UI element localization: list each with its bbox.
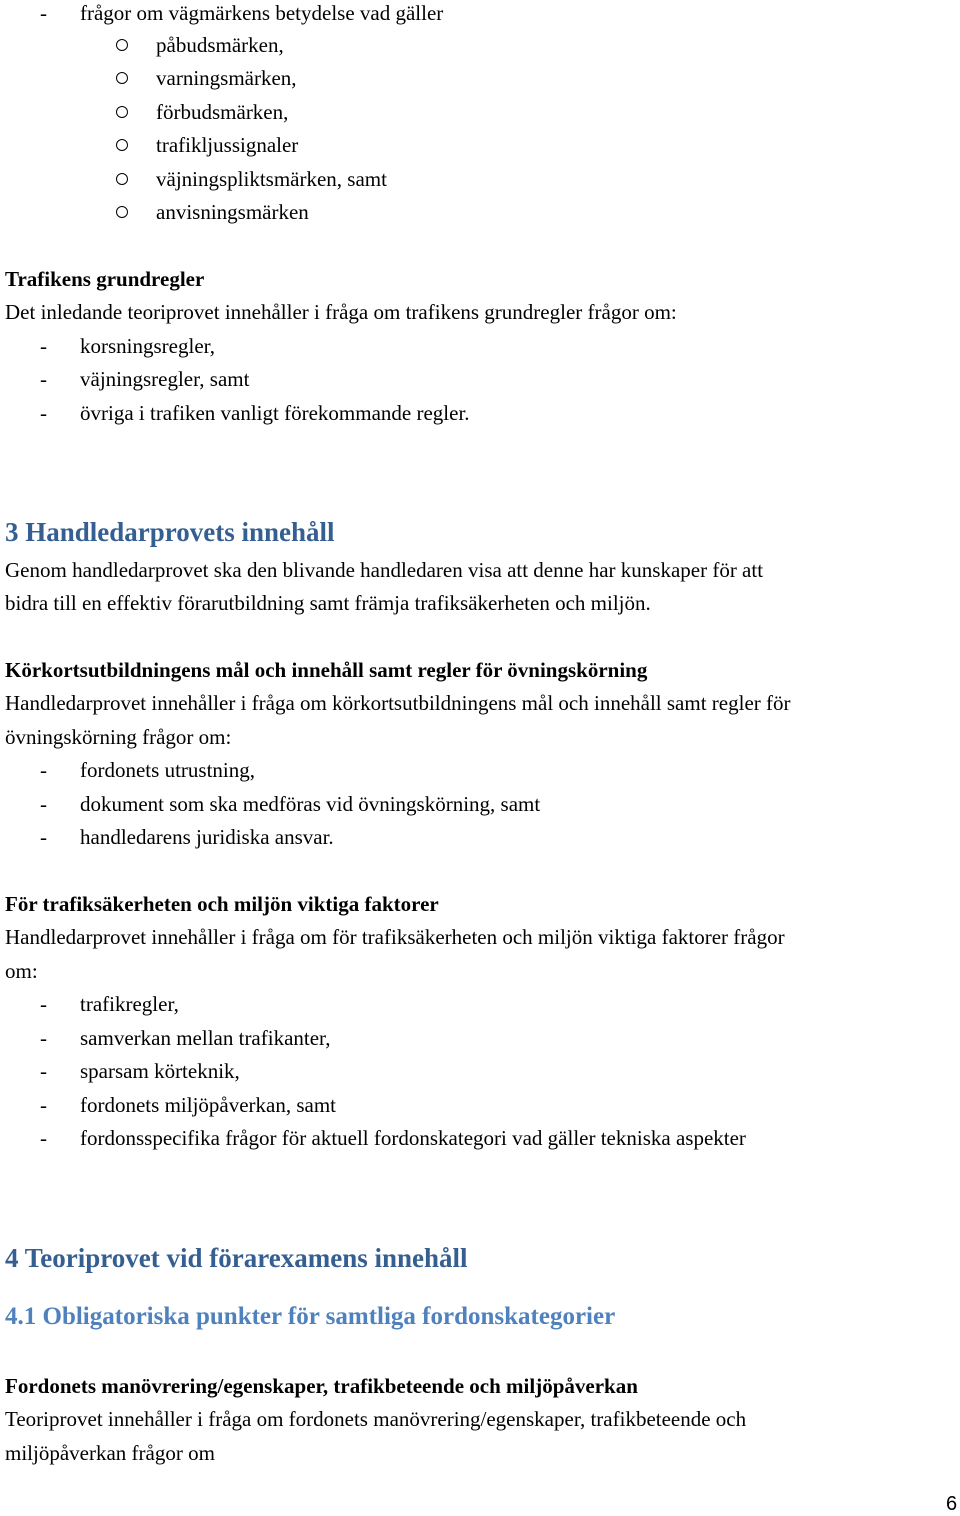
paragraph-line: om: (5, 959, 38, 983)
list-dash: - (40, 1, 47, 25)
circle-bullet-icon (116, 72, 128, 84)
list-item: sparsam körteknik, (80, 1059, 240, 1083)
list-dash: - (40, 758, 47, 782)
list-item: väjningspliktsmärken, samt (156, 167, 387, 191)
list-item: anvisningsmärken (156, 200, 309, 224)
list-item: fordonets utrustning, (80, 758, 255, 782)
section-heading: Körkortsutbildningens mål och innehåll samt regler för övningskörning (5, 658, 648, 682)
paragraph-line: Genom handledarprovet ska den blivande handledaren visa att denne har kunskaper för att (5, 558, 764, 582)
list-item: trafikregler, (80, 992, 179, 1016)
list-dash: - (40, 1093, 47, 1117)
paragraph-line: Handledarprovet innehåller i fråga om körkortsutbildningens mål och innehåll samt regler för (5, 691, 791, 715)
list-item: samverkan mellan trafikanter, (80, 1026, 331, 1050)
list-item: fordonets miljöpåverkan, samt (80, 1093, 337, 1117)
chapter-heading: 3 Handledarprovets innehåll (5, 517, 335, 547)
section-heading: För trafiksäkerheten och miljön viktiga faktorer (5, 892, 439, 916)
list-item: trafikljussignaler (156, 133, 299, 157)
circle-bullet-icon (116, 39, 128, 51)
list-dash: - (40, 792, 47, 816)
sub-heading: 4.1 Obligatoriska punkter för samtliga fordonskategorier (5, 1303, 616, 1330)
paragraph-line: miljöpåverkan frågor om (5, 1441, 215, 1465)
circle-bullet-icon (116, 106, 128, 118)
paragraph-line: Det inledande teoriprovet innehåller i fråga om trafikens grundregler frågor om: (5, 300, 677, 324)
list-item: övriga i trafiken vanligt förekommande regler. (80, 401, 470, 425)
paragraph-line: Handledarprovet innehåller i fråga om för trafiksäkerheten och miljön viktiga faktorer frågor (5, 925, 785, 949)
list-item: dokument som ska medföras vid övningskörning, samt (80, 792, 541, 816)
list-item: förbudsmärken, (156, 100, 289, 124)
list-item: fordonsspecifika frågor för aktuell fordonskategori vad gäller tekniska aspekter (80, 1126, 746, 1150)
list-item: frågor om vägmärkens betydelse vad gäller (80, 1, 444, 25)
list-dash: - (40, 367, 47, 391)
list-item: varningsmärken, (156, 66, 297, 90)
paragraph-line: bidra till en effektiv förarutbildning samt främja trafiksäkerheten och miljön. (5, 591, 651, 615)
list-item: påbudsmärken, (156, 33, 284, 57)
page-number: 6 (946, 1493, 958, 1515)
chapter-heading: 4 Teoriprovet vid förarexamens innehåll (5, 1243, 468, 1273)
circle-bullet-icon (116, 139, 128, 151)
list-item: väjningsregler, samt (80, 367, 250, 391)
list-dash: - (40, 334, 47, 358)
circle-bullet-icon (116, 173, 128, 185)
circle-bullet-icon (116, 206, 128, 218)
paragraph-line: övningskörning frågor om: (5, 725, 232, 749)
list-item: handledarens juridiska ansvar. (80, 825, 334, 849)
list-dash: - (40, 992, 47, 1016)
list-dash: - (40, 1059, 47, 1083)
list-dash: - (40, 1126, 47, 1150)
list-dash: - (40, 1026, 47, 1050)
list-dash: - (40, 825, 47, 849)
section-heading: Fordonets manövrering/egenskaper, trafikbeteende och miljöpåverkan (5, 1374, 638, 1398)
list-item: korsningsregler, (80, 334, 216, 358)
list-dash: - (40, 401, 47, 425)
paragraph-line: Teoriprovet innehåller i fråga om fordonets manövrering/egenskaper, trafikbeteende och (5, 1407, 747, 1431)
section-heading: Trafikens grundregler (5, 267, 205, 291)
